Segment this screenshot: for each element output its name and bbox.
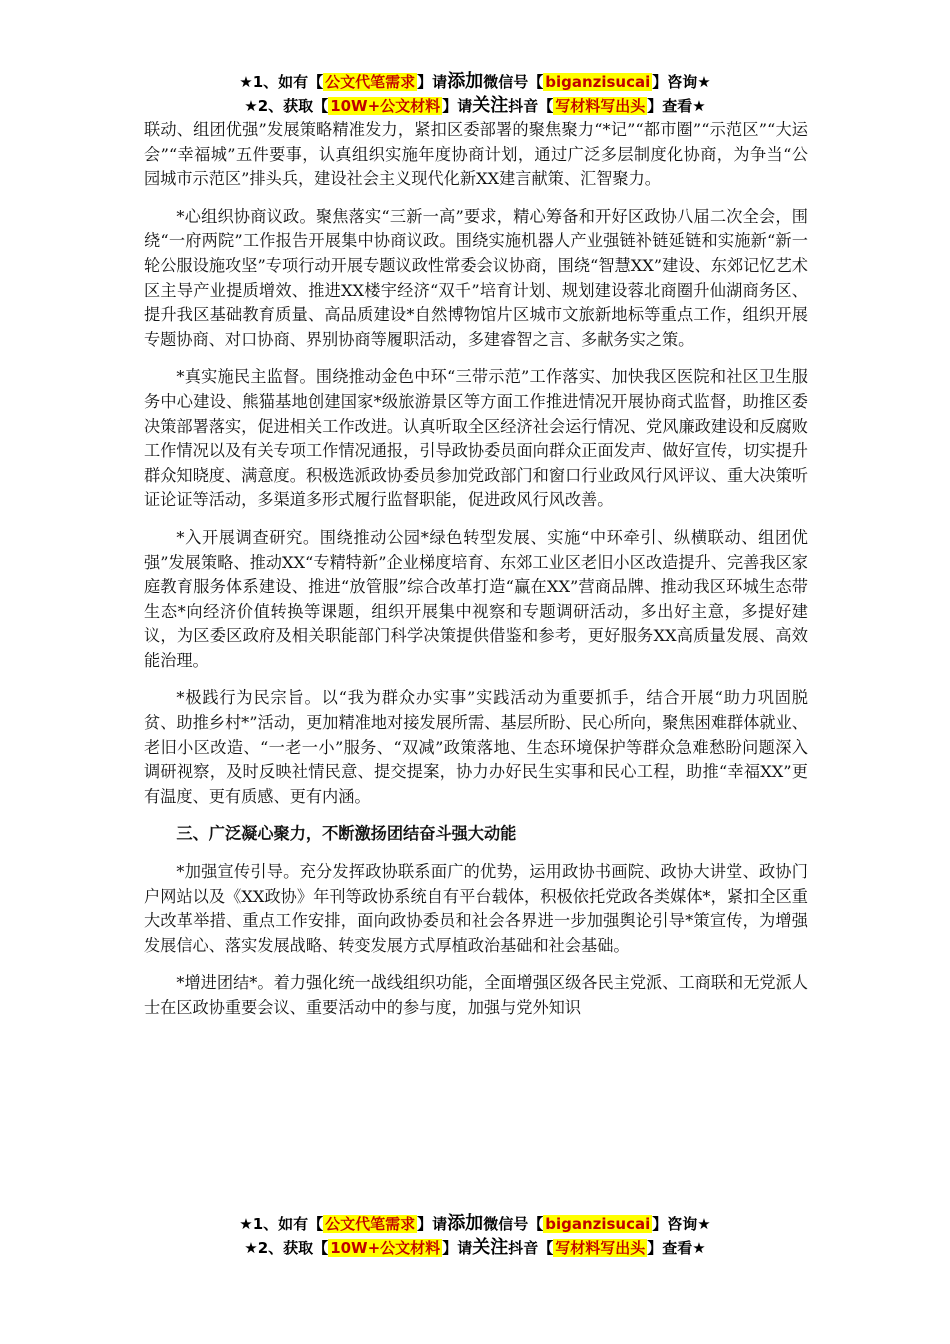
promo-text: 抖音【 bbox=[508, 97, 554, 115]
star-icon: ★ bbox=[239, 73, 253, 91]
promo-text: 微信号【 bbox=[483, 1215, 544, 1233]
star-icon: ★ bbox=[244, 1239, 258, 1257]
star-icon: ★ bbox=[244, 97, 258, 115]
promo-text: 】咨询 bbox=[652, 1215, 698, 1233]
promo-text: 】查看 bbox=[647, 1239, 693, 1257]
promo-text: 1、如有【 bbox=[252, 73, 324, 91]
promo-banner-bottom bbox=[0, 1212, 950, 1260]
wechat-id-highlight: biganzisucai bbox=[545, 73, 651, 91]
promo-highlight: 10W+公文材料 bbox=[330, 97, 441, 115]
promo-text: 】请 bbox=[417, 73, 448, 91]
star-icon: ★ bbox=[697, 73, 711, 91]
paragraph-continuation: 联动、组团优强”发展策略精准发力，紧扣区委部署的聚焦聚力“*记”“都市圈”“示范区”“大运会”“幸福城”五件要事，认真组织实施年度协商计划，通过广泛多层制度化协商，为争当“公园城市示范区”排头兵，建设社会主义现代化新XX建言献策、汇智聚力。 bbox=[144, 120, 808, 189]
star-icon: ★ bbox=[239, 1215, 253, 1233]
promo-highlight: 公文代笔需求 bbox=[325, 73, 416, 91]
promo-highlight: 10W+公文材料 bbox=[330, 1239, 441, 1257]
paragraph-supervision: *真实施民主监督。围绕推动金色中环“三带示范”工作落实、加快我区医院和社区卫生服务中心建设、熊猫基地创建国家*级旅游景区等方面工作推进情况开展协商式监督，助推区委决策部署落实，促进相关工作改进。认真听取全区经济社会运行情况、党风廉政建设和反腐败工作情况以及有关专项工作情况通报，引导政协委员面向群众正面发声、做好宣传，切实提升群众知晓度、满意度。积极选派政协委员参加党政部门和窗口行业政风行风评议、重大决策听证论证等活动，多渠道多形式履行监督职能，促进政风行风改善。 bbox=[144, 367, 808, 510]
promo-emphasis: 添加 bbox=[447, 1213, 484, 1234]
douyin-highlight: 写材料写出头 bbox=[555, 1239, 646, 1257]
promo-line-2 bbox=[0, 94, 950, 118]
section-heading: 三、广泛凝心聚力，不断激扬团结奋斗强大动能 bbox=[176, 824, 517, 844]
promo-emphasis: 关注 bbox=[472, 95, 509, 116]
promo-text: 】请 bbox=[442, 1239, 473, 1257]
paragraph-research: *入开展调查研究。围绕推动公园*绿色转型发展、实施“中环牵引、纵横联动、组团优强”发展策略、推动XX“专精特新”企业梯度培育、东郊工业区老旧小区改造提升、完善我区家庭教育服务体系建设、推进“放管服”综合改革打造“赢在XX”营商品牌、推动我区环城生态带生态*向经济价值转换等课题，组织开展集中视察和专题调研活动，多出好主意，多提好建议，为区委区政府及相关职能部门科学决策提供借鉴和参考，更好服务XX高质量发展、高效能治理。 bbox=[144, 527, 808, 670]
star-icon: ★ bbox=[692, 1239, 706, 1257]
douyin-highlight: 写材料写出头 bbox=[555, 97, 646, 115]
promo-line-2 bbox=[0, 1236, 950, 1260]
paragraph-consultation: *心组织协商议政。聚焦落实“三新一高”要求，精心筹备和开好区政协八届二次全会，围绕“一府两院”工作报告开展集中协商议政。围绕实施机器人产业强链补链延链和实施新“新一轮公服设施攻坚”专项行动开展专题议政性常委会议协商，围绕“智慧XX”建设、东郊记忆艺术区主导产业提质增效、推进XX楼宇经济“双千”培育计划、规划建设蓉北商圈升仙湖商务区、提升我区基础教育质量、高品质建设*自然博物馆片区城市文旅新地标等重点工作，组织开展专题协商、对口协商、界别协商等履职活动，多建睿智之言、多献务实之策。 bbox=[144, 206, 808, 349]
promo-text: 抖音【 bbox=[508, 1239, 554, 1257]
paragraph-unity: *增进团结*。着力强化统一战线组织功能，全面增强区级各民主党派、工商联和无党派人士在区政协重要会议、重要活动中的参与度，加强与党外知识 bbox=[144, 973, 808, 1017]
paragraph-people: *极践行为民宗旨。以“我为群众办实事”实践活动为重要抓手，结合开展“助力巩固脱贫、助推乡村*”活动，更加精准地对接发展所需、基层所盼、民心所向，聚焦困难群体就业、老旧小区改造、“一老一小”服务、“双减”政策落地、生态环境保护等群众急难愁盼问题深入调研视察，及时反映社情民意、提交提案，协力办好民生实事和民心工程，助推“幸福XX”更有温度、更有质感、更有内涵。 bbox=[144, 688, 808, 806]
wechat-id-highlight: biganzisucai bbox=[545, 1215, 651, 1233]
star-icon: ★ bbox=[697, 1215, 711, 1233]
promo-line-1 bbox=[0, 1212, 950, 1236]
promo-text: 微信号【 bbox=[483, 73, 544, 91]
promo-text: 】查看 bbox=[647, 97, 693, 115]
promo-text: 1、如有【 bbox=[252, 1215, 324, 1233]
promo-banner-top bbox=[0, 70, 950, 118]
star-icon: ★ bbox=[692, 97, 706, 115]
promo-highlight: 公文代笔需求 bbox=[325, 1215, 416, 1233]
promo-emphasis: 添加 bbox=[447, 71, 484, 92]
promo-emphasis: 关注 bbox=[472, 1237, 509, 1258]
promo-line-1 bbox=[0, 70, 950, 94]
promo-text: 2、获取【 bbox=[257, 1239, 329, 1257]
promo-text: 】请 bbox=[442, 97, 473, 115]
promo-text: 】请 bbox=[417, 1215, 448, 1233]
promo-text: 】咨询 bbox=[652, 73, 698, 91]
document-body bbox=[144, 118, 808, 1034]
promo-text: 2、获取【 bbox=[257, 97, 329, 115]
paragraph-publicity: *加强宣传引导。充分发挥政协联系面广的优势，运用政协书画院、政协大讲堂、政协门户网站以及《XX政协》年刊等政协系统自有平台载体，积极依托党政各类媒体*，紧扣全区重大改革举措、重点工作安排，面向政协委员和社会各界进一步加强舆论引导*策宣传，为增强发展信心、落实发展战略、转变发展方式厚植政治基础和社会基础。 bbox=[144, 862, 808, 955]
